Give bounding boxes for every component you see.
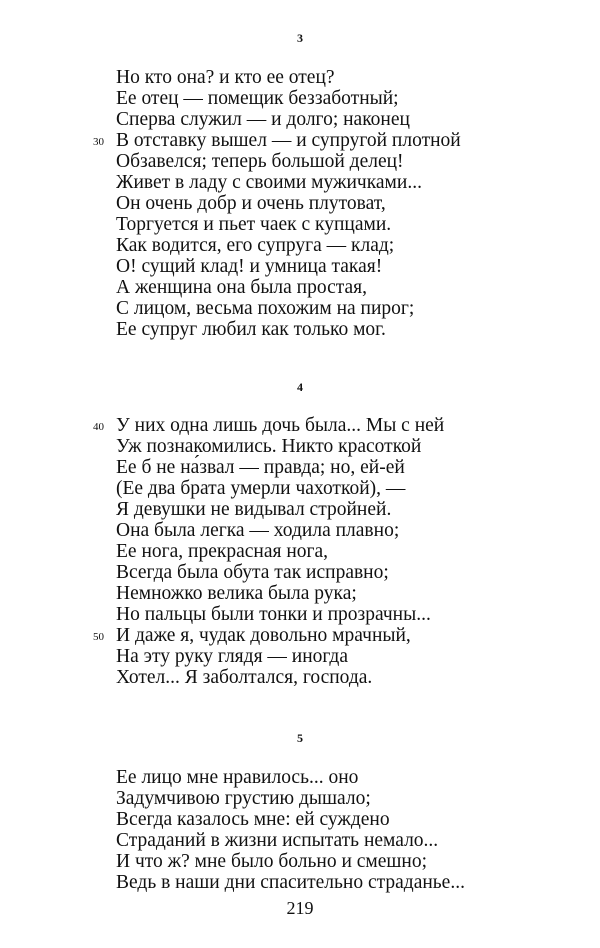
verse-line: Ее отец — помещик беззаботный; bbox=[116, 88, 399, 109]
verse-line: О! сущий клад! и умница такая! bbox=[116, 256, 383, 277]
section-number: 5 bbox=[297, 731, 303, 745]
verse-line: Ее нога, прекрасная нога, bbox=[116, 541, 329, 562]
verse-line: (Ее два брата умерли чахоткой), — bbox=[116, 478, 406, 499]
verse-line: Торгуется и пьет чаек с купцами. bbox=[116, 214, 392, 235]
verse-line: И даже я, чудак довольно мрачный, bbox=[116, 625, 411, 646]
verse-line: Я девушки не видывал стройней. bbox=[116, 499, 392, 520]
verse-line: Она была легка — ходила плавно; bbox=[116, 520, 400, 541]
verse-line: С лицом, весьма похожим на пирог; bbox=[116, 298, 415, 319]
verse-line: Ее б не на́звал — правда; но, ей-ей bbox=[116, 457, 405, 478]
verse-line: А женщина она была простая, bbox=[116, 277, 368, 298]
verse-line: Страданий в жизни испытать немало... bbox=[116, 830, 439, 851]
section-number: 4 bbox=[297, 380, 303, 394]
verse-line: Ее супруг любил как только мог. bbox=[116, 319, 386, 340]
verse-line: Он очень добр и очень плутоват, bbox=[116, 193, 386, 214]
verse-line: Как водится, его супруга — клад; bbox=[116, 235, 395, 256]
page-number: 219 bbox=[286, 898, 314, 918]
verse-line: Но кто она? и кто ее отец? bbox=[116, 67, 335, 88]
line-number: 40 bbox=[93, 421, 104, 433]
verse-line: Немножко велика была рука; bbox=[116, 583, 357, 604]
verse-line: Уж познакомились. Никто красоткой bbox=[116, 436, 422, 457]
verse-line: Сперва служил — и долго; наконец bbox=[116, 109, 410, 130]
verse-line: На эту руку глядя — иногда bbox=[116, 646, 349, 667]
verse-line: У них одна лишь дочь была... Мы с ней bbox=[116, 415, 445, 436]
verse-line: Живет в ладу с своими мужичками... bbox=[116, 172, 422, 193]
line-number: 50 bbox=[93, 631, 104, 643]
verse-line: Хотел... Я заболтался, господа. bbox=[116, 667, 373, 688]
line-number: 30 bbox=[93, 136, 104, 148]
verse-line: И что ж? мне было больно и смешно; bbox=[116, 851, 428, 872]
verse-line: Обзавелся; теперь большой делец! bbox=[116, 151, 404, 172]
verse-line: Всегда казалось мне: ей суждено bbox=[116, 809, 390, 830]
verse-line: Всегда была обута так исправно; bbox=[116, 562, 389, 583]
verse-line: Ее лицо мне нравилось... оно bbox=[116, 767, 359, 788]
verse-line: В отставку вышел — и супругой плотной bbox=[116, 130, 461, 151]
verse-line: Но пальцы были тонки и прозрачны... bbox=[116, 604, 431, 625]
verse-line: Задумчивою грустию дышало; bbox=[116, 788, 371, 809]
section-number: 3 bbox=[297, 31, 303, 45]
verse-line: Ведь в наши дни спасительно страданье... bbox=[116, 872, 465, 893]
